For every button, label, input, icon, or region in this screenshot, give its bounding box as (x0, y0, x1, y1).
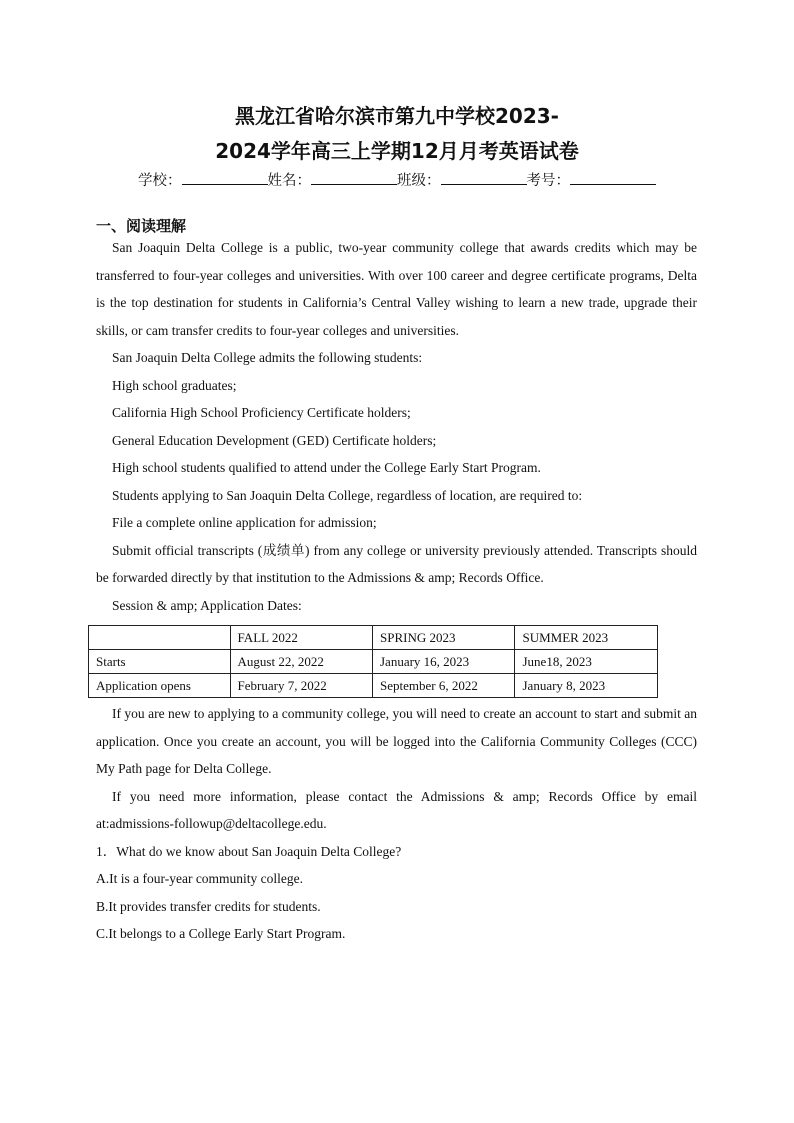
section-heading: 一、阅读理解 (96, 217, 187, 235)
requirement-item: Submit official transcripts (成绩单) from any college or university previously attended. Transcripts should be forwarded directly by that institution to the Admissions & amp; Records Office. (96, 542, 697, 585)
table-header-cell: SPRING 2023 (372, 626, 515, 650)
table-row (89, 674, 658, 698)
name-blank[interactable] (311, 170, 397, 185)
passage-intro: San Joaquin Delta College is a public, two-year community college that awards credits which may be transferred to four-year colleges and universities. With over 100 career and degree certificate programs, Delta is the top destination for students in California’s Central Valley wishing to learn a new trade, upgrade their skills, or cam transfer credits to four-year colleges and universities. (96, 240, 697, 338)
table-cell: February 7, 2022 (230, 674, 372, 698)
exam-title-line2: 2024学年高三上学期12月月考英语试卷 (215, 139, 579, 163)
table-cell: August 22, 2022 (230, 650, 372, 674)
table-cell: January 8, 2023 (515, 674, 658, 698)
requirement-item: File a complete online application for admission; (112, 515, 377, 530)
option-a[interactable]: A.It is a four-year community college. (96, 871, 304, 886)
admits-item: General Education Development (GED) Certificate holders; (112, 432, 437, 448)
requirements-lead: Students applying to San Joaquin Delta College, regardless of location, are required to: (112, 487, 583, 503)
option-b[interactable]: B.It provides transfer credits for students. (96, 898, 321, 914)
exam-number-blank[interactable] (570, 170, 656, 185)
question-stem: 1．What do we know about San Joaquin Delta College? (96, 843, 402, 859)
table-cell: Application opens (89, 674, 231, 698)
table-header-row (89, 626, 658, 650)
dates-lead: Session & amp; Application Dates: (112, 597, 302, 613)
class-label: 班级： (397, 173, 441, 189)
table-row (89, 650, 658, 674)
dates-table (88, 625, 658, 698)
admits-lead: San Joaquin Delta College admits the following students: (112, 350, 423, 365)
table-cell: June18, 2023 (515, 650, 658, 674)
school-blank[interactable] (182, 170, 268, 185)
table-cell: Starts (89, 650, 231, 674)
table-cell: September 6, 2022 (372, 674, 515, 698)
admits-item: High school students qualified to attend under the College Early Start Program. (112, 460, 541, 475)
after-table-paragraph: If you are new to applying to a community college, you will need to create an account to start and submit an application. Once you create an account, you will be logged into the California Community Colleges (CCC) My Path page for Delta College. (96, 706, 697, 776)
admits-item: California High School Proficiency Certificate holders; (112, 405, 411, 420)
table-cell: January 16, 2023 (372, 650, 515, 674)
student-info-fields (0, 170, 794, 191)
name-label: 姓名： (267, 173, 311, 189)
reading-passage (96, 234, 697, 948)
admits-item: High school graduates; (112, 377, 237, 393)
table-header-cell: FALL 2022 (230, 626, 372, 650)
exam-number-label: 考号： (526, 173, 570, 189)
exam-title-line1: 黑龙江省哈尔滨市第九中学校2023- (235, 104, 559, 128)
contact-paragraph: If you need more information, please contact the Admissions & amp; Records Office by email at:admissions-followup@deltacollege.edu. (96, 788, 697, 831)
option-c[interactable]: C.It belongs to a College Early Start Program. (96, 926, 346, 941)
class-blank[interactable] (441, 170, 527, 185)
school-label: 学校： (138, 173, 182, 189)
table-header-cell (89, 626, 231, 650)
table-header-cell: SUMMER 2023 (515, 626, 658, 650)
